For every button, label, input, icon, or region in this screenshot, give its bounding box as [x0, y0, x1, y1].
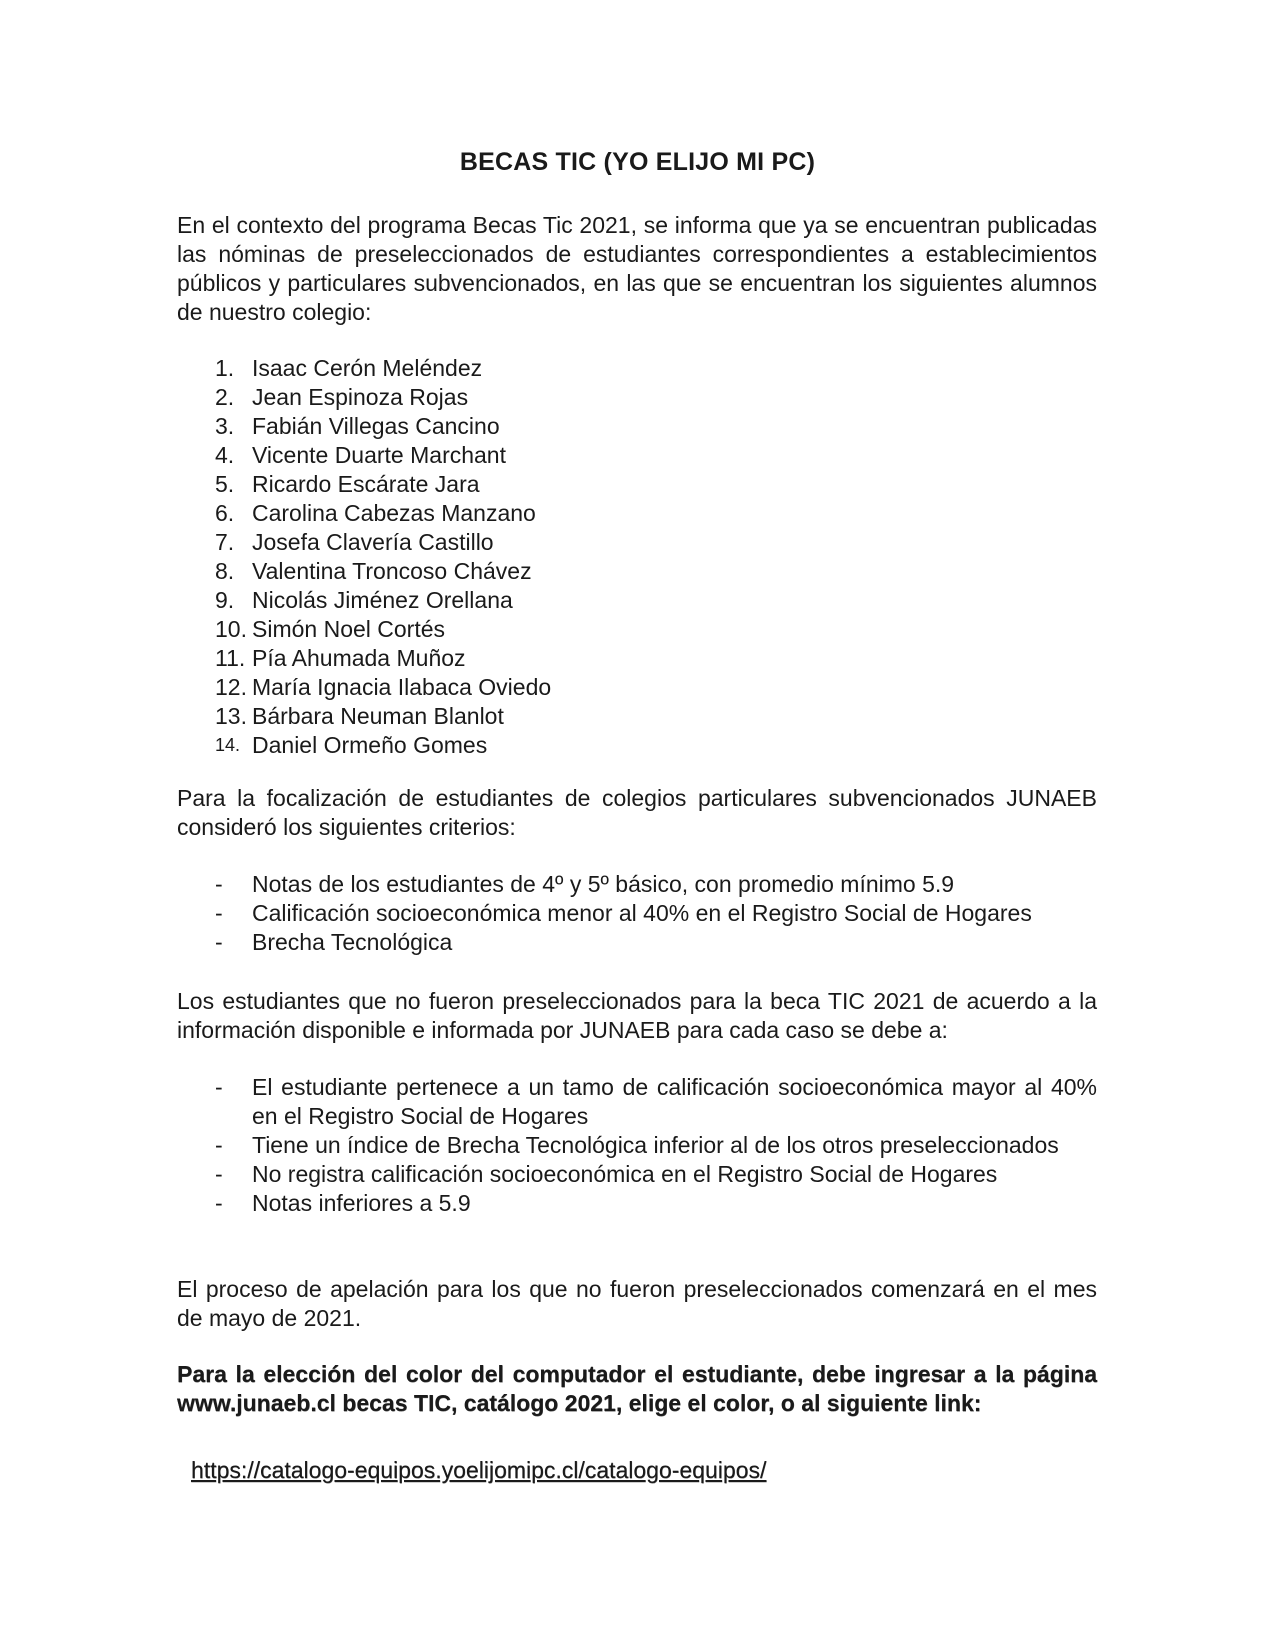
criteria-list [177, 870, 1097, 957]
list-item [177, 470, 1097, 499]
list-number: 12. [215, 674, 247, 700]
catalog-link-container [191, 1456, 1111, 1485]
list-item [177, 702, 1097, 731]
list-item [177, 1073, 1097, 1131]
list-number: 4. [215, 442, 235, 468]
list-dash: - [215, 1074, 223, 1100]
student-name: Jean Espinoza Rojas [252, 384, 469, 410]
intro-paragraph: En el contexto del programa Becas Tic 2021, se informa que ya se encuentran publicadas las nóminas de preseleccionados de estudiantes correspondientes a establecimientos públicos y particulares subvencionados, en las que se encuentran los siguientes alumnos de nuestro colegio: [177, 212, 1097, 325]
list-number: 3. [215, 413, 235, 439]
student-name: Josefa Clavería Castillo [252, 529, 494, 555]
list-item [177, 1131, 1097, 1160]
list-dash: - [215, 929, 223, 955]
student-name: Carolina Cabezas Manzano [252, 500, 536, 526]
criterion-text: Brecha Tecnológica [252, 929, 453, 955]
list-item [177, 412, 1097, 441]
list-item [177, 383, 1097, 412]
list-item [177, 528, 1097, 557]
list-item [177, 499, 1097, 528]
list-number: 8. [215, 558, 235, 584]
reasons-list [177, 1073, 1097, 1218]
list-dash: - [215, 1132, 223, 1158]
reason-text: Notas inferiores a 5.9 [252, 1190, 471, 1216]
list-number: 7. [215, 529, 235, 555]
list-number: 6. [215, 500, 235, 526]
student-name: Bárbara Neuman Blanlot [252, 703, 504, 729]
list-item [177, 557, 1097, 586]
list-item [177, 1160, 1097, 1189]
list-item [177, 586, 1097, 615]
list-item [177, 1189, 1097, 1218]
student-name: Nicolás Jiménez Orellana [252, 587, 513, 613]
list-number: 9. [215, 587, 235, 613]
list-item [177, 870, 1097, 899]
catalog-link[interactable]: https://catalogo-equipos.yoelijomipc.cl/catalogo-equipos/ [191, 1457, 767, 1483]
list-number: 13. [215, 703, 247, 729]
reason-text: Tiene un índice de Brecha Tecnológica inferior al de los otros preseleccionados [252, 1132, 1059, 1158]
student-name: Simón Noel Cortés [252, 616, 446, 642]
criterion-text: Notas de los estudiantes de 4º y 5º básico, con promedio mínimo 5.9 [252, 871, 955, 897]
student-list [177, 354, 1097, 760]
appeal-paragraph: El proceso de apelación para los que no fueron preseleccionados comenzará en el mes de mayo de 2021. [177, 1276, 1097, 1331]
list-item [177, 928, 1097, 957]
list-dash: - [215, 871, 223, 897]
list-number: 10. [215, 616, 247, 642]
list-item [177, 615, 1097, 644]
reasons-intro-paragraph: Los estudiantes que no fueron preseleccionados para la beca TIC 2021 de acuerdo a la información disponible e informada por JUNAEB para cada caso se debe a: [177, 988, 1097, 1043]
student-name: Daniel Ormeño Gomes [252, 732, 488, 758]
student-name: Isaac Cerón Meléndez [252, 355, 483, 381]
list-number: 2. [215, 384, 235, 410]
reason-text: No registra calificación socioeconómica en el Registro Social de Hogares [252, 1161, 998, 1187]
student-name: María Ignacia Ilabaca Oviedo [252, 674, 552, 700]
reason-text: El estudiante pertenece a un tamo de calificación socioeconómica mayor al 40% en el Registro Social de Hogares [252, 1074, 1097, 1129]
student-name: Fabián Villegas Cancino [252, 413, 500, 439]
list-number: 11. [215, 645, 246, 671]
list-dash: - [215, 1161, 223, 1187]
list-item [177, 673, 1097, 702]
color-choice-paragraph: Para la elección del color del computador el estudiante, debe ingresar a la página www.junaeb.cl becas TIC, catálogo 2021, elige el color, o al siguiente link: [177, 1361, 1097, 1416]
list-item [177, 731, 1097, 760]
list-number: 14. [215, 735, 241, 755]
criterion-text: Calificación socioeconómica menor al 40% en el Registro Social de Hogares [252, 900, 1032, 926]
student-name: Valentina Troncoso Chávez [252, 558, 532, 584]
document-title: BECAS TIC (YO ELIJO MI PC) [459, 148, 816, 176]
student-name: Pía Ahumada Muñoz [252, 645, 466, 671]
list-item [177, 899, 1097, 928]
list-dash: - [215, 900, 223, 926]
criteria-intro-paragraph: Para la focalización de estudiantes de colegios particulares subvencionados JUNAEB consideró los siguientes criterios: [177, 785, 1097, 840]
list-dash: - [215, 1190, 223, 1216]
list-number: 5. [215, 471, 235, 497]
list-number: 1. [215, 355, 235, 381]
list-item [177, 441, 1097, 470]
student-name: Ricardo Escárate Jara [252, 471, 480, 497]
student-name: Vicente Duarte Marchant [252, 442, 506, 468]
list-item [177, 644, 1097, 673]
list-item [177, 354, 1097, 383]
